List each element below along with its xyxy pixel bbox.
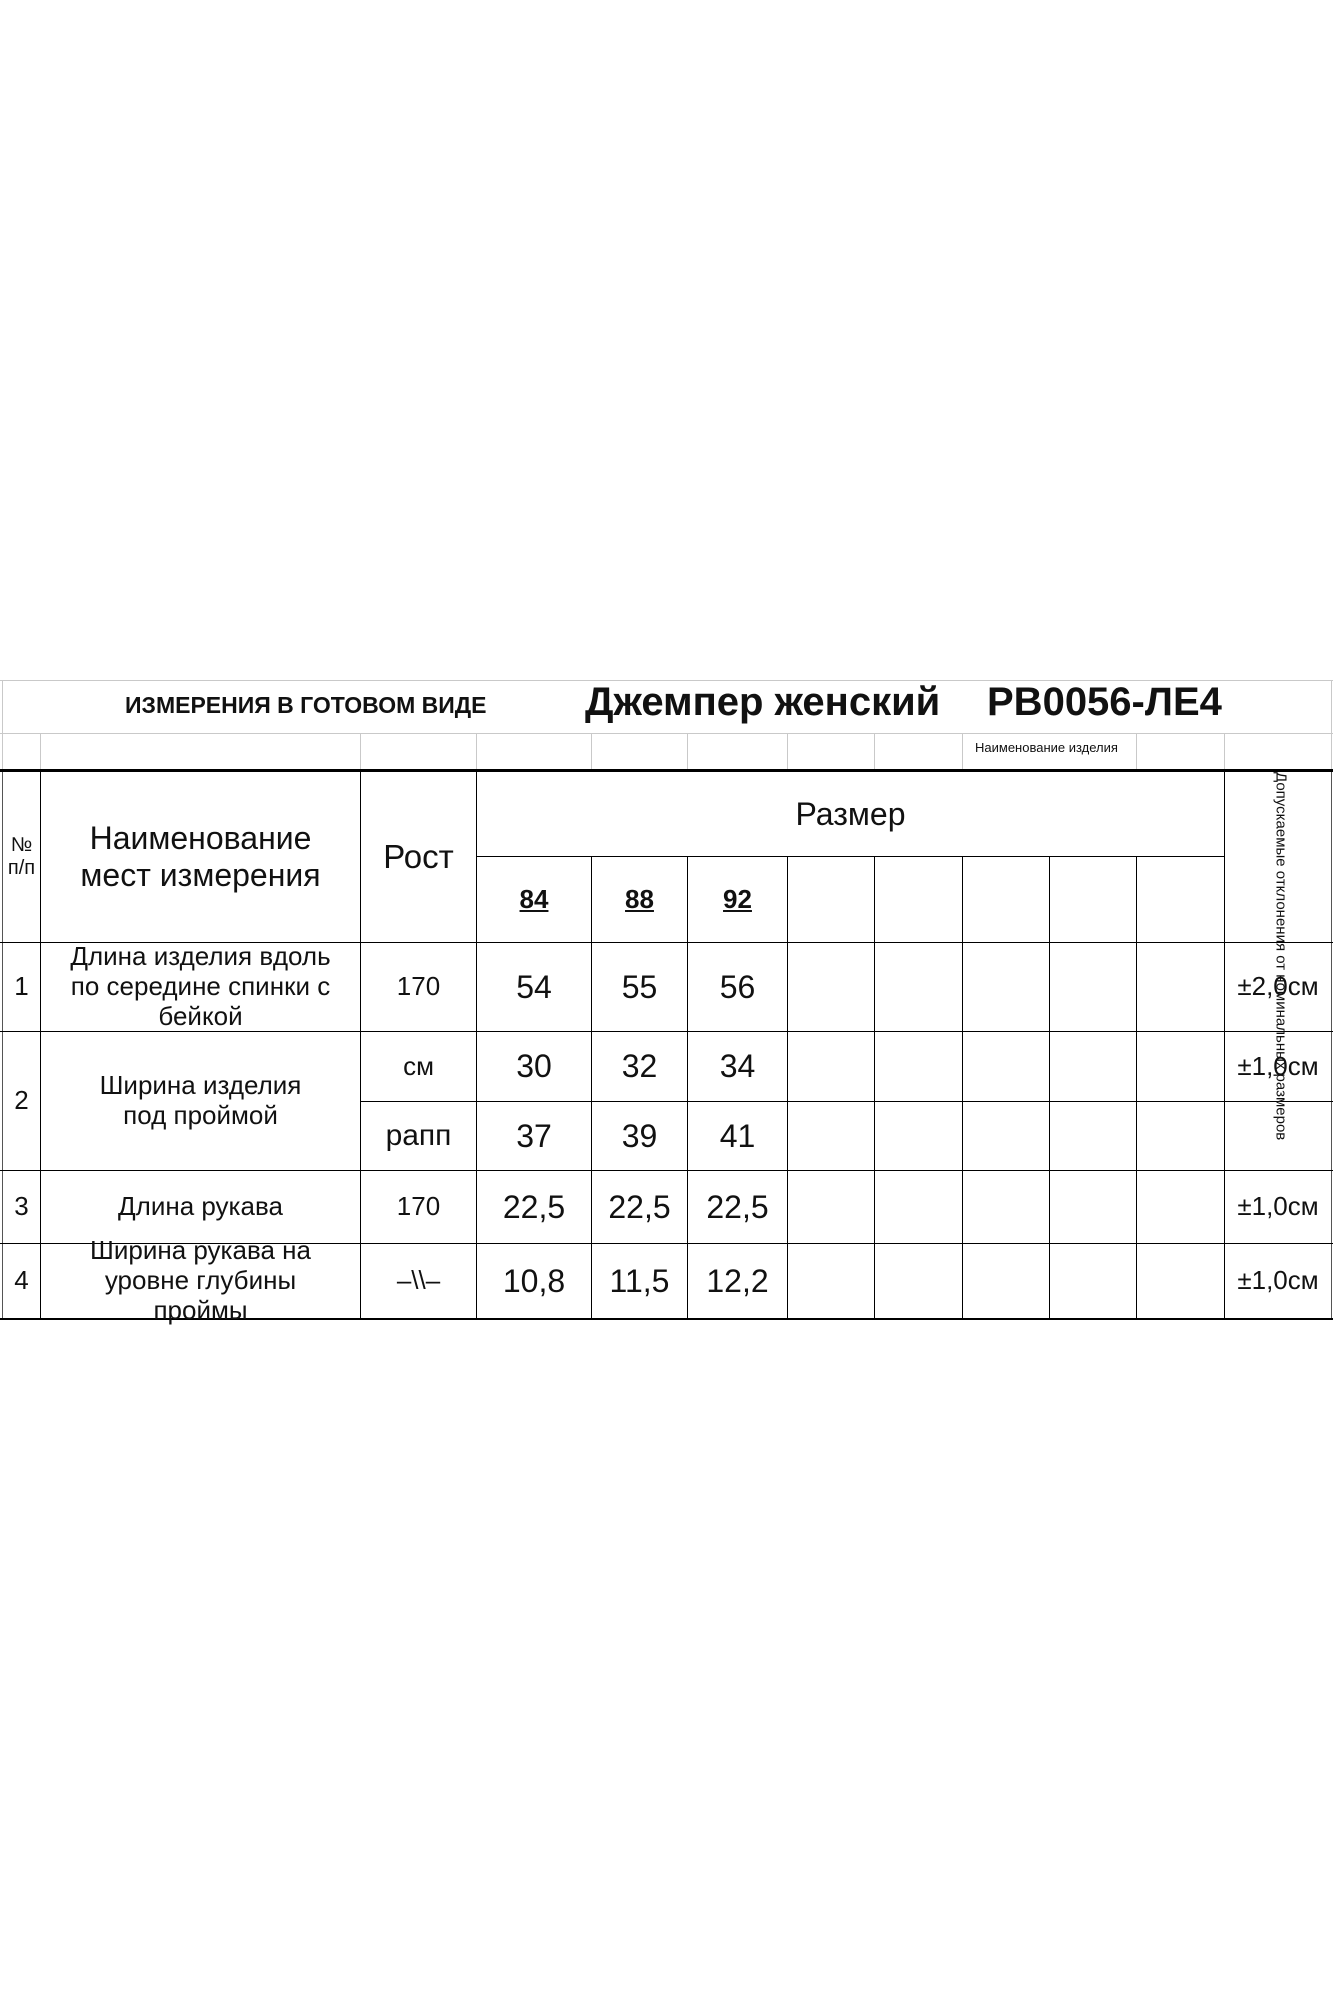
- row2-tolerance: ±1,0см: [1237, 1050, 1319, 1081]
- row2-height: см: [403, 1050, 434, 1081]
- row1-tolerance: ±2,0см: [1237, 971, 1319, 1002]
- row2-value-88: 32: [621, 1048, 658, 1085]
- col-size-header: Размер: [795, 795, 906, 832]
- row1-value-84: 54: [516, 968, 552, 1005]
- row4-value-84: 10,8: [502, 1262, 566, 1299]
- row3-name: Длина рукава: [118, 1191, 283, 1222]
- row2-value-92: 34: [719, 1048, 756, 1085]
- band-divider: [0, 733, 1333, 734]
- row2b-value-88: 39: [621, 1117, 658, 1154]
- measurement-sheet: [0, 680, 1333, 1325]
- row3-tolerance: ±1,0см: [1237, 1191, 1319, 1222]
- row1-height: 170: [396, 971, 441, 1002]
- row3-value-92: 22,5: [706, 1188, 769, 1225]
- row3-value-88: 22,5: [608, 1188, 671, 1225]
- row4-value-92: 12,2: [706, 1262, 769, 1299]
- product-title: Джемпер женский: [585, 680, 941, 724]
- row3-height: 170: [396, 1191, 441, 1222]
- row1-value-92: 56: [719, 968, 756, 1005]
- row4-height: –\\–: [396, 1265, 441, 1296]
- product-code: РВ0056-ЛЕ4: [987, 680, 1222, 724]
- row3-no: 3: [14, 1191, 29, 1222]
- row4-no: 4: [14, 1265, 29, 1296]
- col-no-header: № п/п: [7, 834, 36, 879]
- row2b-value-92: 41: [719, 1117, 756, 1154]
- row2-name: Ширина изделия под проймой: [99, 1070, 302, 1130]
- left-border-top: [2, 680, 3, 770]
- row2-value-84: 30: [516, 1048, 552, 1085]
- size-92: 92: [723, 883, 752, 914]
- measurements-title: ИЗМЕРЕНИЯ В ГОТОВОМ ВИДЕ: [125, 692, 487, 718]
- row2-no: 2: [14, 1085, 29, 1116]
- row4-name: Ширина рукава на уровне глубины проймы: [90, 1235, 311, 1325]
- row1-no: 1: [14, 971, 29, 1002]
- size-84: 84: [519, 883, 549, 914]
- row2b-value-84: 37: [516, 1117, 552, 1154]
- row2b-height: рапп: [385, 1118, 452, 1152]
- row1-name: Длина изделия вдоль по середине спинки с бейкой: [70, 941, 331, 1031]
- row4-value-88: 11,5: [609, 1262, 670, 1299]
- col-tolerance-header: Допускаемые отклонения от номинальных размеров: [1272, 772, 1290, 1141]
- row4-tolerance: ±1,0см: [1237, 1265, 1319, 1296]
- product-name-caption: Наименование изделия: [975, 740, 1118, 755]
- row3-value-84: 22,5: [502, 1188, 566, 1225]
- col-height-header: Рост: [383, 838, 454, 876]
- size-88: 88: [625, 883, 654, 914]
- col-name-header: Наименование мест измерения: [80, 820, 321, 893]
- row1-value-88: 55: [621, 968, 658, 1005]
